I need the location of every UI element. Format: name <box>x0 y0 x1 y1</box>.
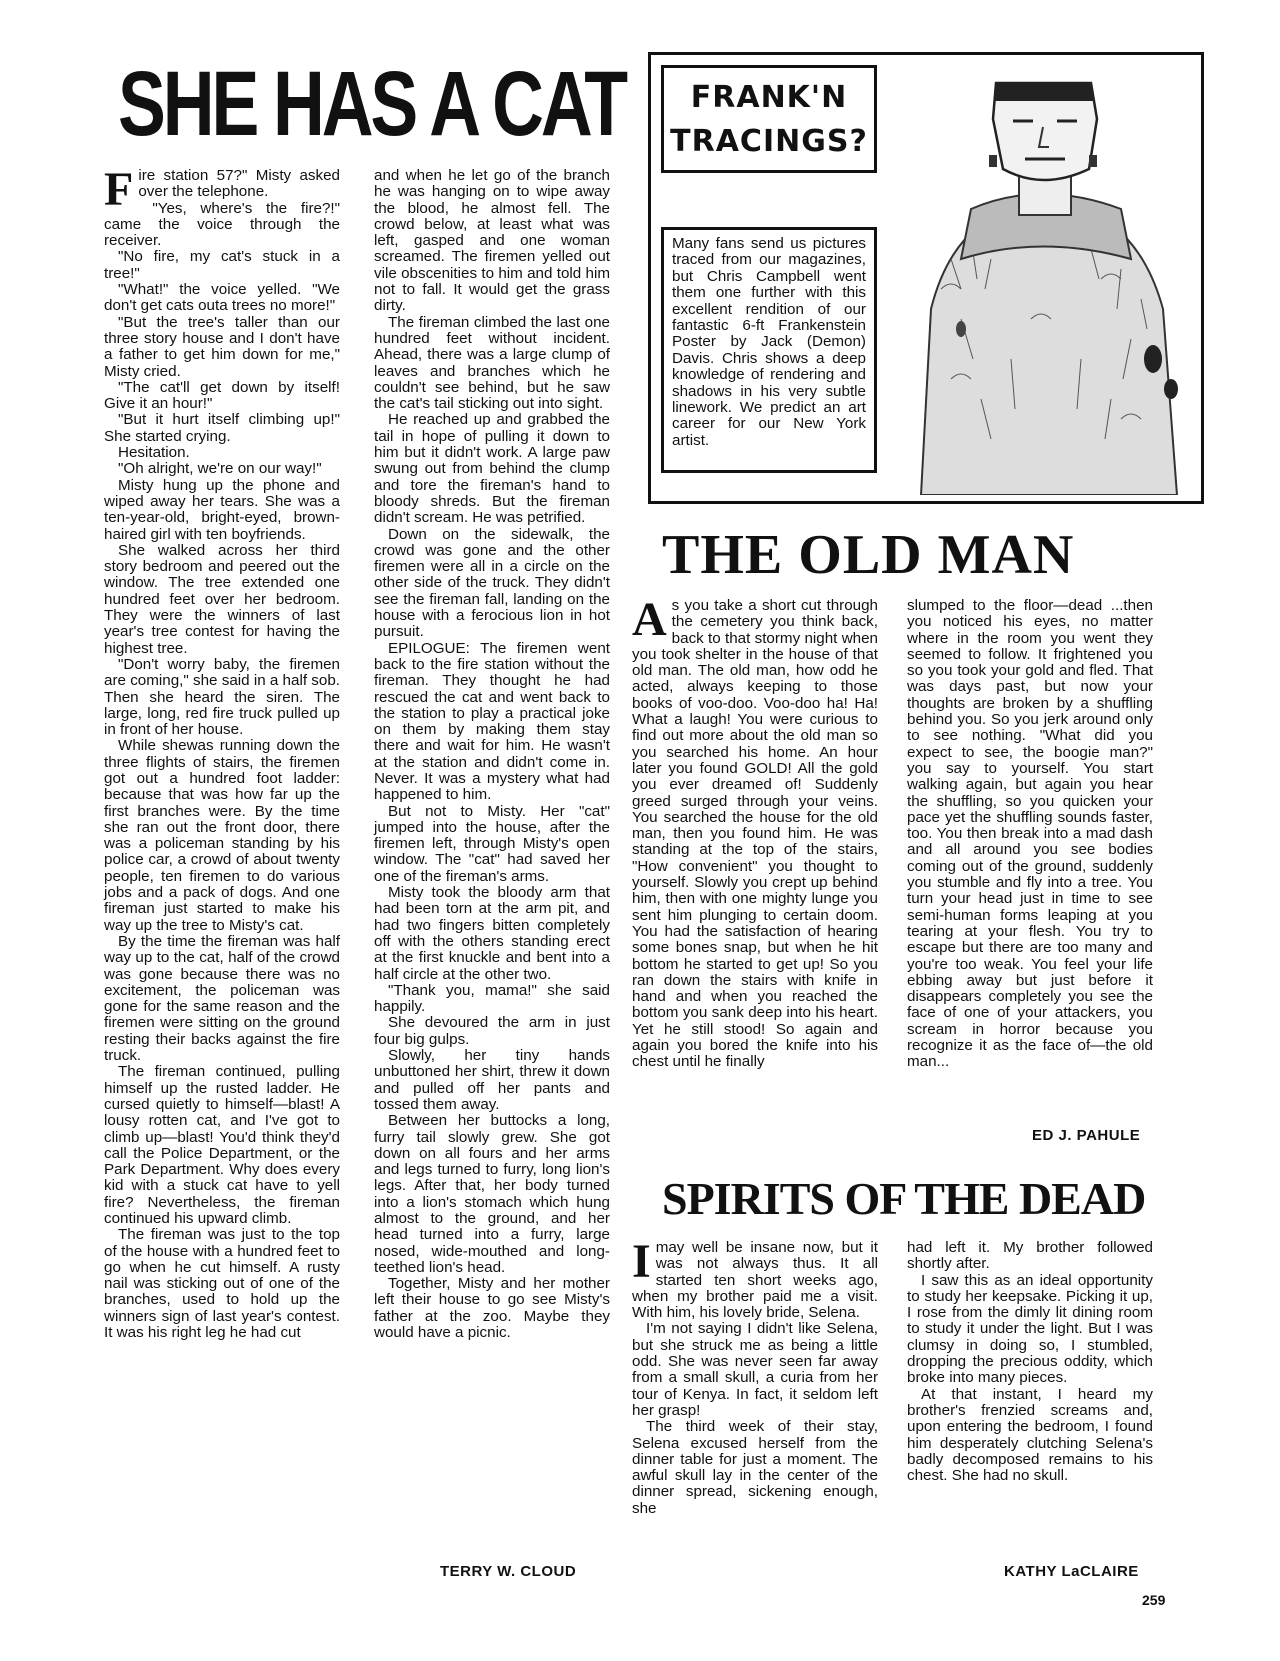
story-title-spirits-of-the-dead: SPIRITS OF THE DEAD <box>662 1173 1146 1224</box>
story1-column-2: and when he let go of the branch he was hanging on to wipe away the blood, he almost fell. The crowd below, at least what was left, gasped and one woman screamed. The firemen yelled out vile obscenities to him and told him not to fall. It would get the grass dirty. The fireman climbed the last one hundred feet without incident. Ahead, there was a large clump of leaves and branches which he couldn't see behind, but he saw the cat's tail sticking out into sight. He reached up and grabbed the tail in hope of pulling it down to him but it didn't work. A large paw swung out from behind the clump and tore the fireman's hand to bloody shreds. But the fireman didn't scream. He was petrified. Down on the sidewalk, the crowd was gone and the other firemen were all in a circle on the other side of the truck. They didn't see the fireman fall, landing on the house with a ferocious lion in hot pursuit. EPILOGUE: The firemen went back to the fire station without the fireman. They thought he had rescued the cat and went back to the station to play a practical joke on them by making them stay there and wait for him. He wasn't at the station and didn't come in. Never. It was a mystery what had happened to him. But not to Misty. Her "cat" jumped into the house, after the firemen left, through Misty's open window. The "cat" had saved her one of the fireman's arms. Misty took the bloody arm that had been torn at the arm pit, and had two fingers bitten completely off with the others standing erect at the first knuckle and bent into a half circle at the other two. "Thank you, mama!" she said happily. She devoured the arm in just four big gulps. Slowly, her tiny hands unbuttoned her shirt, threw it down and pulled off her pants and tossed them away. Between her buttocks a long, furry tail slowly grew. She got down on all fours and her arms and legs turned to furry, long lion's legs. After that, her body turned into a lion's stomach which hung almost to the ground, and her head turned into a furry, large nosed, wide-mouthed and long-teethed lion's head. Together, Misty and her mother left their house to go see Misty's father at the zoo. Maybe they would have a picnic. <box>374 167 610 1342</box>
frank-tracings-heading: FRANK'N TRACINGS? <box>661 65 877 173</box>
story-title-she-has-a-cat: SHE HAS A CAT <box>118 53 625 155</box>
story3-column-1: Imay well be insane now, but it was not always thus. It all started ten short weeks ago, when my brother paid me a visit. With him, his lovely bride, Selena. I'm not saying I didn't like Selena, but she struck me as being a little odd. She was never seen far away from a small skull, a curia from her tour of Kenya. In fact, it seldom left her grasp! The third week of their stay, Selena excused herself from the dinner table for just a moment. The awful skull lay in the center of the dinner spread, sickening enough, she <box>632 1235 878 1517</box>
dropcap: A <box>632 593 667 646</box>
frankenstein-illustration <box>891 59 1197 495</box>
dropcap: F <box>104 163 134 216</box>
story-title-the-old-man: THE OLD MAN <box>662 524 1075 586</box>
story1-column-1: Fire station 57?" Misty asked over the telephone. "Yes, where's the fire?!" came the voice through the receiver. "No fire, my cat's stuck in a tree!" "What!" the voice yelled. "We don't get cats outa trees no more!" "But the tree's taller than our three story house and I don't have a father to get him down for me," Misty cried. "The cat'll get down by itself! Give it an hour!" "But it hurt itself climbing up!" She started crying. Hesitation. "Oh alright, we're on our way!" Misty hung up the phone and wiped away her tears. She was a ten-year-old, bright-eyed, brown-haired girl with ten boyfriends. She walked across her third story bedroom and peered out the window. The tree extended one hundred feet over her bedroom. They were the winners of last year's tree contest for having the highest tree. "Don't worry baby, the firemen are coming," she said in a half sob. Then she heard the siren. The large, long, red fire truck pulled up in front of her house. While shewas running down the three flights of stairs, the firemen got out a hundred foot ladder: because that was how far up the first branches were. By the time she ran out the front door, there was a policeman standing by his police car, a crowd of about twenty people, ten firemen to do various jobs and a pack of dogs. And one fireman just started to make his way up the tree to Misty's cat. By the time the fireman was half way up to the cat, half of the crowd was gone because there was no excitement, the policeman was gone for the same reason and the firemen were sitting on the ground resting their backs against the fire truck. The fireman continued, pulling himself up the rusted ladder. He cursed quietly to himself—blast! A lousy rotten cat, and I've got to climb up—blast! You'd think they'd call the Police Department, or the Park Department. Why does every kid with a stuck cat have to yell fire? Nevertheless, the fireman continued his upward climb. The fireman was just to the top of the house with a hundred feet to go when he cut himself. A rusty nail was sticking out of one of the branches, used to hold up the winners sign of last year's contest. It was his right leg he had cut <box>104 163 340 1342</box>
page-number: 259 <box>1142 1592 1166 1608</box>
story1-byline: TERRY W. CLOUD <box>440 1563 577 1580</box>
dropcap: I <box>632 1235 651 1288</box>
story3-byline: KATHY LaCLAIRE <box>1004 1563 1139 1580</box>
story3-column-2: had left it. My brother followed shortly after. I saw this as an ideal opportunity to study her keepsake. Picking it up, I rose from the dimly lit dining room to study it under the light. But I was clumsy in doing so, I stumbled, dropping the precious oddity, which broke into many pieces. At that instant, I heard my brother's frenzied screams and, upon entering the bedroom, I found him desperately clutching Selena's badly decomposed remains to his chest. She had no skull. <box>907 1239 1153 1485</box>
story2-column-1: As you take a short cut through the cemetery you think back, back to that stormy night when you took shelter in the house of that old man. The old man, how odd he acted, always keeping to those books of voo-doo. Voo-doo ha! Ha! What a laugh! You were curious to find out more about the old man so you searched his home. An hour later you found GOLD! All the gold you ever dreamed of! Suddenly greed surged through your veins. You searched the house for the old man, then you found him. He was standing at the top of the stairs, "How convenient" you thought to yourself. Slowly you crept up behind him, then with one mighty lunge you sent him plunging to certain doom. You had the satisfaction of hearing some bones snap, but when he hit bottom he started to get up! So you ran down the stairs with knife in hand and when you reached the bottom you sank deep into his heart. Yet he still stood! So again and again you bored the knife into his chest until he finally <box>632 593 878 1071</box>
story2-column-2: slumped to the floor—dead ...then you noticed his eyes, no matter where in the room you went they seemed to follow. It frightened you so you took your gold and fled. That was days past, but now your thoughts are broken by a shuffling behind you. So you jerk around only to see nothing. "What did you expect to see, the boogie man?" you say to yourself. You start walking again, but again you hear the shuffling, so you quicken your pace yet the shuffling sounds faster, too. You then break into a mad dash and all around you see bodies coming out of the ground, suddenly you stumble and fly into a tree. You turn your head just in time to see semi-human forms leaping at you tearing at your flesh. You try to escape but there are too many and you're too weak. You feel your life ebbing away but just before it disappears completely you see the face of one of your attackers, you scream in horror because you recognize it as the face of—the old man... <box>907 597 1153 1071</box>
frank-tracings-caption: Many fans send us pictures traced from our magazines, but Chris Campbell went them one further with this excellent rendition of our fantastic 6-ft Frankenstein Poster by Jack (Demon) Davis. Chris shows a deep knowledge of rendering and shadows in his very subtle linework. We predict an art career for our New York artist. <box>661 227 877 473</box>
story2-byline: ED J. PAHULE <box>1032 1127 1141 1144</box>
frank-tracings-box <box>648 52 1204 504</box>
